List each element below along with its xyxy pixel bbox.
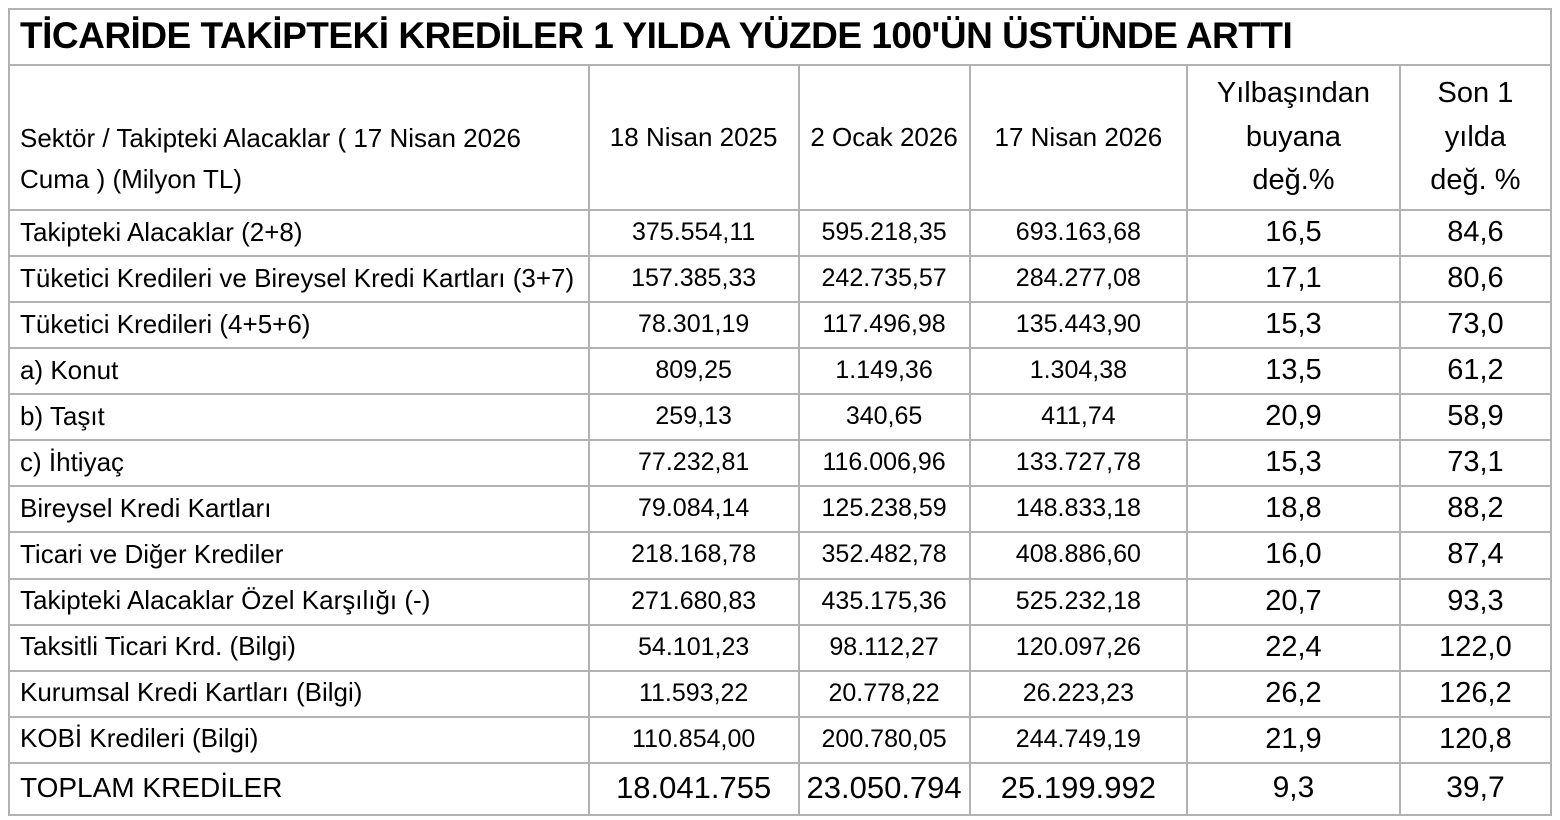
row-label: a) Konut <box>9 348 589 394</box>
column-header-1y-change: Son 1 yılda değ. % <box>1400 65 1551 210</box>
cell-1y-change: 61,2 <box>1400 348 1551 394</box>
cell-value: 244.749,19 <box>970 717 1187 763</box>
total-row-label: TOPLAM KREDİLER <box>9 763 589 815</box>
row-label: b) Taşıt <box>9 394 589 440</box>
cell-value: 1.304,38 <box>970 348 1187 394</box>
cell-value: 411,74 <box>970 394 1187 440</box>
row-label: Taksitli Ticari Krd. (Bilgi) <box>9 625 589 671</box>
cell-value: 375.554,11 <box>589 210 799 256</box>
cell-1y-change: 58,9 <box>1400 394 1551 440</box>
cell-1y-change: 122,0 <box>1400 625 1551 671</box>
cell-ytd-change: 17,1 <box>1187 256 1400 302</box>
cell-value: 352.482,78 <box>799 532 970 578</box>
cell-ytd-change: 13,5 <box>1187 348 1400 394</box>
cell-value: 242.735,57 <box>799 256 970 302</box>
cell-value: 20.778,22 <box>799 671 970 717</box>
header-row <box>9 65 1551 210</box>
table-row <box>9 394 1551 440</box>
column-header-2-ocak-2026: 2 Ocak 2026 <box>799 65 970 210</box>
column-header-ytd-change: Yılbaşından buyana değ.% <box>1187 65 1400 210</box>
total-cell-value: 18.041.755 <box>589 763 799 815</box>
row-label: c) İhtiyaç <box>9 440 589 486</box>
row-label: Kurumsal Kredi Kartları (Bilgi) <box>9 671 589 717</box>
cell-value: 595.218,35 <box>799 210 970 256</box>
cell-ytd-change: 21,9 <box>1187 717 1400 763</box>
cell-value: 259,13 <box>589 394 799 440</box>
cell-ytd-change: 20,9 <box>1187 394 1400 440</box>
table-row <box>9 579 1551 625</box>
cell-value: 271.680,83 <box>589 579 799 625</box>
table-row <box>9 256 1551 302</box>
table-row <box>9 440 1551 486</box>
cell-value: 98.112,27 <box>799 625 970 671</box>
cell-value: 525.232,18 <box>970 579 1187 625</box>
cell-1y-change: 126,2 <box>1400 671 1551 717</box>
cell-value: 435.175,36 <box>799 579 970 625</box>
cell-ytd-change: 18,8 <box>1187 486 1400 532</box>
title-row <box>9 9 1551 65</box>
cell-value: 340,65 <box>799 394 970 440</box>
cell-1y-change: 120,8 <box>1400 717 1551 763</box>
row-label: Takipteki Alacaklar (2+8) <box>9 210 589 256</box>
row-label: Tüketici Kredileri ve Bireysel Kredi Kartları (3+7) <box>9 256 589 302</box>
cell-ytd-change: 26,2 <box>1187 671 1400 717</box>
row-label: KOBİ Kredileri (Bilgi) <box>9 717 589 763</box>
cell-1y-change: 73,1 <box>1400 440 1551 486</box>
cell-value: 110.854,00 <box>589 717 799 763</box>
total-row <box>9 763 1551 815</box>
cell-1y-change: 73,0 <box>1400 302 1551 348</box>
row-label: Ticari ve Diğer Krediler <box>9 532 589 578</box>
cell-value: 77.232,81 <box>589 440 799 486</box>
table-row <box>9 671 1551 717</box>
cell-value: 408.886,60 <box>970 532 1187 578</box>
cell-value: 157.385,33 <box>589 256 799 302</box>
cell-value: 54.101,23 <box>589 625 799 671</box>
cell-value: 284.277,08 <box>970 256 1187 302</box>
cell-value: 125.238,59 <box>799 486 970 532</box>
cell-1y-change: 84,6 <box>1400 210 1551 256</box>
cell-value: 809,25 <box>589 348 799 394</box>
row-label: Tüketici Kredileri (4+5+6) <box>9 302 589 348</box>
cell-value: 116.006,96 <box>799 440 970 486</box>
column-header-18-nisan-2025: 18 Nisan 2025 <box>589 65 799 210</box>
cell-value: 148.833,18 <box>970 486 1187 532</box>
cell-value: 693.163,68 <box>970 210 1187 256</box>
table-row <box>9 717 1551 763</box>
total-cell-1y-change: 39,7 <box>1400 763 1551 815</box>
cell-value: 11.593,22 <box>589 671 799 717</box>
cell-value: 26.223,23 <box>970 671 1187 717</box>
cell-value: 79.084,14 <box>589 486 799 532</box>
page-title: TİCARİDE TAKİPTEKİ KREDİLER 1 YILDA YÜZDE 100'ÜN ÜSTÜNDE ARTTI <box>9 9 1551 65</box>
row-label: Takipteki Alacaklar Özel Karşılığı (-) <box>9 579 589 625</box>
total-cell-value: 23.050.794 <box>799 763 970 815</box>
cell-value: 200.780,05 <box>799 717 970 763</box>
cell-ytd-change: 16,5 <box>1187 210 1400 256</box>
npl-data-table <box>8 8 1552 816</box>
cell-value: 218.168,78 <box>589 532 799 578</box>
cell-1y-change: 88,2 <box>1400 486 1551 532</box>
cell-value: 135.443,90 <box>970 302 1187 348</box>
cell-ytd-change: 16,0 <box>1187 532 1400 578</box>
cell-1y-change: 87,4 <box>1400 532 1551 578</box>
cell-ytd-change: 15,3 <box>1187 302 1400 348</box>
cell-value: 117.496,98 <box>799 302 970 348</box>
cell-value: 78.301,19 <box>589 302 799 348</box>
cell-1y-change: 93,3 <box>1400 579 1551 625</box>
cell-value: 1.149,36 <box>799 348 970 394</box>
table-row <box>9 210 1551 256</box>
cell-ytd-change: 20,7 <box>1187 579 1400 625</box>
table-row <box>9 532 1551 578</box>
table-row <box>9 302 1551 348</box>
cell-ytd-change: 22,4 <box>1187 625 1400 671</box>
total-cell-ytd-change: 9,3 <box>1187 763 1400 815</box>
cell-value: 133.727,78 <box>970 440 1187 486</box>
table-row <box>9 486 1551 532</box>
column-header-sector: Sektör / Takipteki Alacaklar ( 17 Nisan 2026 Cuma ) (Milyon TL) <box>9 65 589 210</box>
table-row <box>9 625 1551 671</box>
column-header-17-nisan-2026: 17 Nisan 2026 <box>970 65 1187 210</box>
cell-1y-change: 80,6 <box>1400 256 1551 302</box>
table-row <box>9 348 1551 394</box>
total-cell-value: 25.199.992 <box>970 763 1187 815</box>
cell-ytd-change: 15,3 <box>1187 440 1400 486</box>
cell-value: 120.097,26 <box>970 625 1187 671</box>
row-label: Bireysel Kredi Kartları <box>9 486 589 532</box>
